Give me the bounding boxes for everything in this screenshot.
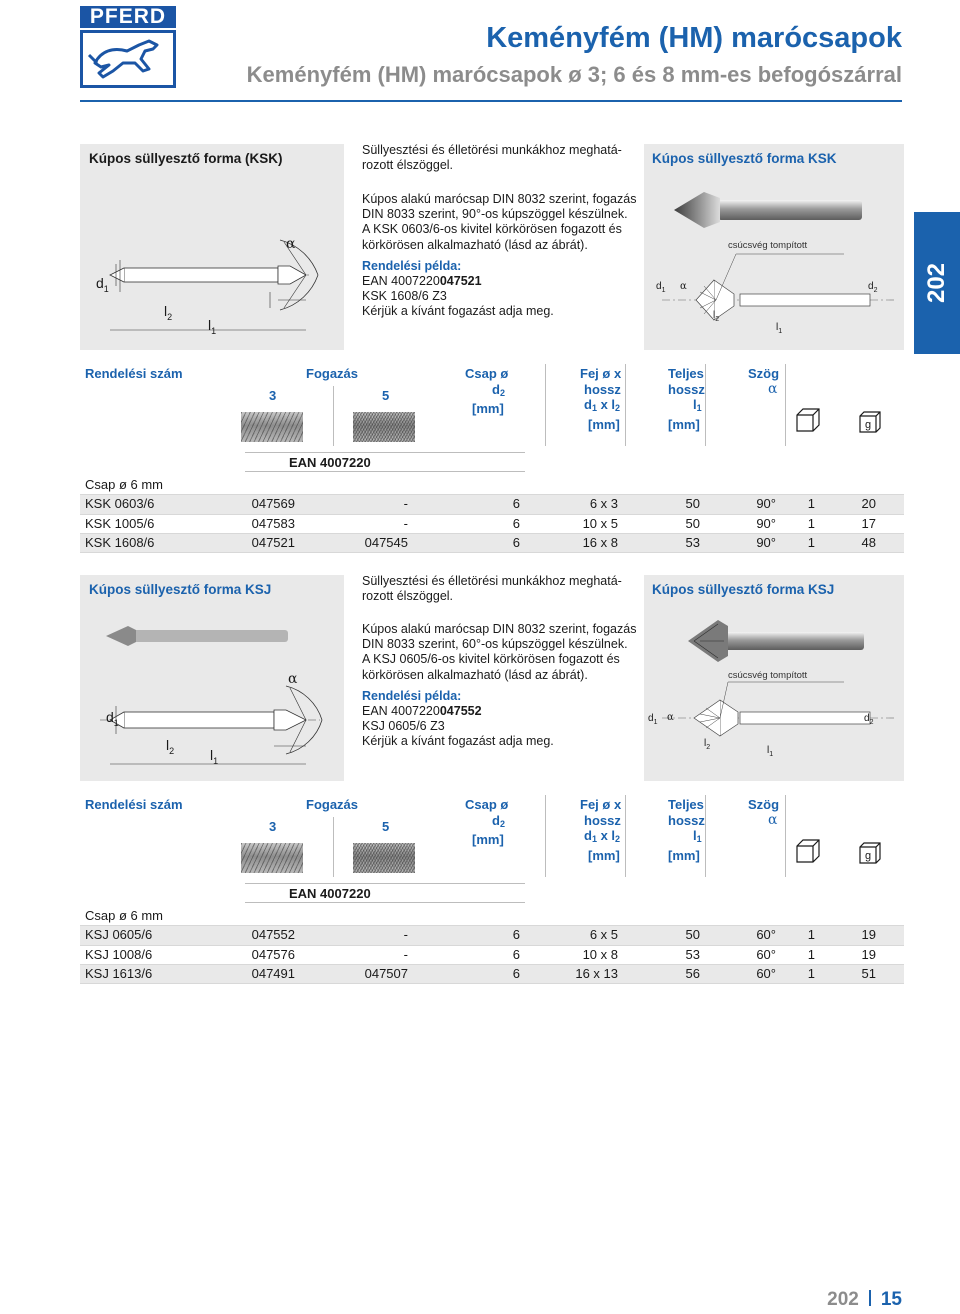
cell-head: 10 x 5 [582, 515, 618, 531]
ksj-teeth-divider [333, 817, 334, 877]
ksj-head-xl: x l [596, 828, 616, 843]
ksj-shank-d: d [492, 812, 500, 828]
ksk-col-total [668, 366, 748, 432]
ksk-angle-alpha: α [768, 380, 778, 397]
ksj-description [362, 574, 637, 604]
ksj-photo-l1-sub: 1 [769, 751, 774, 758]
ksj-drawing-l1 [210, 747, 218, 766]
header-rule [80, 100, 902, 102]
cell-t5: - [403, 496, 408, 511]
cell-angle: 60° [756, 966, 776, 981]
ksk-drawing-l1-sub: 1 [211, 325, 217, 336]
ksj-drawing-l2-sub: 2 [169, 745, 175, 756]
cell-shank: 6 [512, 535, 520, 550]
ksj-photo-d2 [864, 713, 873, 726]
cell-head: 16 x 13 [575, 966, 618, 981]
ksk-details [362, 192, 637, 320]
ksj-drawing-d1-sub: 1 [113, 717, 119, 728]
page-footer [827, 1289, 902, 1311]
ksk-photo-d2-sub: 2 [873, 287, 878, 294]
ksj-order-ean [362, 704, 637, 719]
ksk-order-code: KSK 1608/6 Z3 [362, 289, 447, 304]
ksk-drawing-alpha: α [286, 236, 296, 252]
cell-code: KSK 1608/6 [85, 535, 155, 550]
ksj-photo-d1-text: d [648, 713, 654, 724]
ksk-group-label: Csap ø 6 mm [85, 477, 164, 492]
ksj-col-teeth-3: 3 [269, 819, 277, 834]
ksk-ean-suffix: 047521 [439, 274, 482, 289]
ksk-shank-l2 [465, 382, 545, 402]
ksj-drawing-l2-text: l [166, 737, 170, 753]
logo-horse-emblem [80, 30, 176, 88]
ksj-ean-prefix: EAN 4007220 [362, 704, 440, 719]
ksk-photo-l1-text: l [776, 322, 779, 333]
ksj-angle-l1: Szög [748, 797, 780, 812]
ksj-product-table [80, 795, 904, 981]
section-side-tab [914, 212, 960, 354]
ksj-shank-l2 [465, 813, 545, 833]
ksk-drawing-d1-text: d [96, 275, 104, 291]
cell-weight: 19 [861, 946, 876, 962]
ksj-col-teeth: Fogazás [306, 797, 359, 812]
ksj-drawing-l1-text: l [210, 747, 214, 763]
ksk-col-head [580, 366, 660, 432]
ksj-drawing-d1-text: d [106, 709, 114, 725]
weight-icon-label: g [864, 850, 872, 862]
cell-total: 50 [685, 515, 700, 531]
ksk-total-l4: [mm] [668, 416, 700, 432]
table-row [80, 945, 904, 965]
ksk-total-l2: hossz [668, 381, 705, 397]
ksk-photo-l1 [776, 322, 782, 335]
ksk-total-sub: 1 [696, 403, 702, 413]
ksk-left-title: Kúpos süllyesztő forma (KSK) [89, 151, 283, 166]
ksk-col-sep-1 [545, 364, 546, 446]
table-row [80, 964, 904, 984]
box-icon [794, 837, 822, 863]
table-row [80, 514, 904, 534]
ksj-drawing-alpha: α [288, 671, 298, 687]
ksj-left-title: Kúpos süllyesztő forma KSJ [89, 582, 272, 597]
ksj-shank-l1: Csap ø [465, 797, 509, 812]
cell-head: 10 x 8 [582, 946, 618, 962]
ksj-total-l4: [mm] [668, 847, 700, 863]
footer-separator [869, 1290, 871, 1306]
ksj-shank-sub: 2 [499, 818, 505, 829]
cell-qty: 1 [807, 966, 815, 981]
cell-shank: 6 [512, 966, 520, 981]
ksj-photo-d1-sub: 1 [653, 719, 658, 726]
ksk-shank-l3: [mm] [472, 401, 504, 416]
cell-head: 6 x 5 [589, 927, 618, 942]
ksk-photo-l2-sub: 2 [715, 316, 720, 323]
ksj-angle-alpha: α [768, 811, 778, 828]
ksj-total-l1: Teljes [668, 797, 704, 812]
ksk-photo-tip-label: csúcsvég tompított [728, 240, 808, 251]
cell-t5: 047545 [364, 535, 408, 550]
footer-section-number: 202 [827, 1289, 859, 1310]
cell-t3: 047491 [251, 966, 295, 981]
ksj-photo-d1 [648, 713, 657, 726]
ksj-col-angle [748, 797, 788, 828]
ksk-col-teeth: Fogazás [306, 366, 359, 381]
ksj-photo-l2-sub: 2 [706, 744, 711, 751]
ksk-photo-l2-text: l [713, 310, 716, 321]
cell-qty: 1 [807, 946, 815, 962]
cell-t5: 047507 [364, 966, 408, 981]
ksj-photo-l2-text: l [704, 738, 707, 749]
cell-t3: 047521 [251, 535, 295, 550]
ksk-photo-l1-sub: 1 [778, 328, 783, 335]
ksk-head-l3 [580, 397, 660, 417]
cell-t5: - [403, 515, 408, 531]
ksk-details-text: Kúpos alakú marócsap DIN 8032 szerint, fogazás DIN 8033 szerint, 90°-os kúpszöggel készülnek. A KSK 0603/6-os kivitel körkörösen fogazott és körkörösen alkalmazható (lásd az ábrát). [362, 192, 637, 252]
page-title: Keményfém (HM) marócsapok [486, 22, 902, 54]
ksk-product-table [80, 364, 904, 550]
ksk-drawing-l2 [164, 303, 172, 322]
ksj-order-note: Kérjük a kívánt fogazást adja meg. [362, 734, 554, 749]
ksj-photo-d2-sub: 2 [869, 719, 874, 726]
cell-weight: 48 [861, 535, 876, 550]
cell-total: 53 [685, 946, 700, 962]
ksk-col-shank [465, 366, 545, 417]
cell-total: 56 [685, 966, 700, 981]
cell-angle: 60° [756, 946, 776, 962]
cell-qty: 1 [807, 515, 815, 531]
table-row [80, 533, 904, 553]
ksj-photo-tip-label: csúcsvég tompított [728, 670, 808, 681]
ksk-shank-sub: 2 [499, 387, 505, 398]
cell-angle: 90° [756, 496, 776, 511]
cell-t5: - [403, 927, 408, 942]
ksk-col-angle [748, 366, 788, 397]
ksj-teeth-3-image [241, 843, 303, 873]
ksk-ean-header: EAN 4007220 [245, 452, 525, 472]
weight-icon [856, 839, 884, 867]
ksk-teeth-3-image [241, 412, 303, 442]
cell-weight: 19 [861, 927, 876, 942]
ksj-col-shank [465, 797, 545, 848]
ksk-description [362, 143, 637, 173]
ksk-angle-l1: Szög [748, 366, 780, 381]
ksj-total-sub: 1 [696, 834, 702, 844]
cell-code: KSJ 0605/6 [85, 927, 153, 942]
cell-total: 53 [685, 535, 700, 550]
cell-code: KSJ 1613/6 [85, 966, 153, 981]
ksk-head-l2: hossz [584, 381, 621, 397]
box-icon [794, 406, 822, 432]
ksj-details [362, 622, 637, 750]
ksj-col-order-no: Rendelési szám [85, 797, 183, 812]
ksj-drawing-l1-sub: 1 [213, 755, 219, 766]
cell-total: 50 [685, 927, 700, 942]
ksk-photo-d2 [868, 281, 877, 294]
ksk-ean-prefix: EAN 4007220 [362, 274, 440, 289]
ksj-right-title: Kúpos süllyesztő forma KSJ [652, 582, 835, 597]
cell-t3: 047552 [251, 927, 295, 942]
ksj-total-l3 [668, 828, 748, 848]
side-tab-label: 202 [923, 262, 950, 304]
ksj-photo-alpha: α [667, 712, 674, 723]
footer-page-number: 15 [880, 1289, 902, 1310]
cell-angle: 60° [756, 927, 776, 942]
ksj-total-l2: hossz [668, 812, 705, 828]
ksj-col-teeth-5: 5 [382, 819, 390, 834]
ksk-order-ean [362, 274, 637, 289]
cell-shank: 6 [512, 515, 520, 531]
ksj-shank-l3: [mm] [472, 832, 504, 847]
ksk-head-sub2: 2 [615, 403, 621, 413]
cell-total: 50 [685, 496, 700, 511]
ksk-table-rows [80, 494, 904, 553]
cell-weight: 51 [861, 966, 876, 981]
ksk-head-d: d [584, 397, 592, 412]
ksk-purpose-text: Süllyesztési és élletörési munkákhoz meghatá- rozott élszöggel. [362, 143, 622, 173]
ksj-photo-l1-text: l [767, 745, 770, 756]
ksk-order-label: Rendelési példa: [362, 258, 462, 273]
cell-angle: 90° [756, 515, 776, 531]
ksk-drawing-l2-text: l [164, 303, 168, 319]
cell-angle: 90° [756, 535, 776, 550]
ksk-drawing-l1-text: l [208, 317, 212, 333]
ksj-head-l2: hossz [584, 812, 621, 828]
cell-shank: 6 [512, 927, 520, 942]
ksk-photo-l2 [713, 310, 719, 323]
cell-weight: 17 [861, 515, 876, 531]
cell-shank: 6 [512, 946, 520, 962]
page-subtitle: Keményfém (HM) marócsapok ø 3; 6 és 8 mm-es befogószárral [246, 62, 902, 87]
ksj-teeth-5-image [353, 843, 415, 873]
weight-icon-label: g [864, 419, 872, 431]
ksk-head-sub1: 1 [591, 403, 597, 413]
ksj-head-l3 [580, 828, 660, 848]
ksj-total-l: l [693, 828, 697, 843]
ksk-order-note: Kérjük a kívánt fogazást adja meg. [362, 304, 554, 319]
ksk-photo-d2-text: d [868, 281, 874, 292]
table-row [80, 925, 904, 945]
ksj-purpose-text: Süllyesztési és élletörési munkákhoz meghatá- rozott élszöggel. [362, 574, 622, 604]
cell-qty: 1 [807, 535, 815, 550]
cell-t3: 047583 [251, 515, 295, 531]
ksk-teeth-divider [333, 386, 334, 446]
ksk-drawing-l1 [208, 317, 216, 336]
cell-t5: - [403, 946, 408, 962]
cell-code: KSK 0603/6 [85, 496, 155, 511]
ksj-col-sep-1 [545, 795, 546, 877]
ksj-head-sub2: 2 [615, 834, 621, 844]
ksj-photo-l2 [704, 738, 710, 751]
ksk-teeth-5-image [353, 412, 415, 442]
logo-wordmark: PFERD [80, 6, 176, 28]
ksj-order-code: KSJ 0605/6 Z3 [362, 719, 445, 734]
ksk-photo-d1 [656, 281, 665, 294]
ksk-col-teeth-3: 3 [269, 388, 277, 403]
ksk-photo-d1-text: d [656, 281, 662, 292]
ksk-col-order-no: Rendelési szám [85, 366, 183, 381]
ksj-ean-header: EAN 4007220 [245, 883, 525, 903]
cell-shank: 6 [512, 496, 520, 511]
cell-code: KSK 1005/6 [85, 515, 155, 531]
table-row [80, 494, 904, 514]
ksk-total-l3 [668, 397, 748, 417]
ksj-photo-l1 [767, 745, 773, 758]
ksj-drawing-l2 [166, 737, 174, 756]
ksj-group-label: Csap ø 6 mm [85, 908, 164, 923]
ksk-right-title: Kúpos süllyesztő forma KSK [652, 151, 837, 166]
ksj-col-total [668, 797, 748, 863]
ksk-drawing-d1-sub: 1 [103, 283, 109, 294]
ksj-table-rows [80, 925, 904, 984]
ksj-col-head [580, 797, 660, 863]
ksj-head-sub1: 1 [591, 834, 597, 844]
ksj-head-l4: [mm] [588, 847, 620, 863]
ksj-ean-suffix: 047552 [439, 704, 482, 719]
cell-qty: 1 [807, 927, 815, 942]
ksk-head-xl: x l [596, 397, 616, 412]
ksk-photo-d1-sub: 1 [661, 287, 666, 294]
cell-head: 16 x 8 [582, 535, 618, 550]
ksk-product-photo [644, 170, 904, 350]
ksk-total-l1: Teljes [668, 366, 704, 381]
cell-t3: 047569 [251, 496, 295, 511]
ksj-head-d: d [584, 828, 592, 843]
ksk-col-teeth-5: 5 [382, 388, 390, 403]
pferd-logo [80, 6, 176, 86]
ksk-drawing-d1 [96, 275, 109, 294]
ksj-photo-d2-text: d [864, 713, 870, 724]
weight-icon [856, 408, 884, 436]
ksk-shank-d: d [492, 381, 500, 397]
ksj-head-l1: Fej ø x [580, 797, 622, 812]
ksj-drawing-d1 [106, 709, 119, 728]
ksj-product-photo [644, 606, 904, 781]
ksk-drawing-l2-sub: 2 [167, 311, 173, 322]
cell-code: KSJ 1008/6 [85, 946, 153, 962]
cell-head: 6 x 3 [589, 496, 618, 511]
ksk-total-l: l [693, 397, 697, 412]
ksj-order-label: Rendelési példa: [362, 688, 462, 703]
ksj-details-text: Kúpos alakú marócsap DIN 8032 szerint, fogazás DIN 8033 szerint, 60°-os kúpszöggel készülnek. A KSJ 0605/6-os kivitel körkörösen fogazott és körkörösen alkalmazható (lásd az ábrát). [362, 622, 637, 682]
ksk-photo-alpha: α [680, 281, 687, 292]
cell-weight: 20 [861, 496, 876, 511]
ksk-head-l4: [mm] [588, 416, 620, 432]
ksk-shank-l1: Csap ø [465, 366, 509, 381]
ksk-head-l1: Fej ø x [580, 366, 622, 381]
cell-t3: 047576 [251, 946, 295, 962]
cell-qty: 1 [807, 496, 815, 511]
